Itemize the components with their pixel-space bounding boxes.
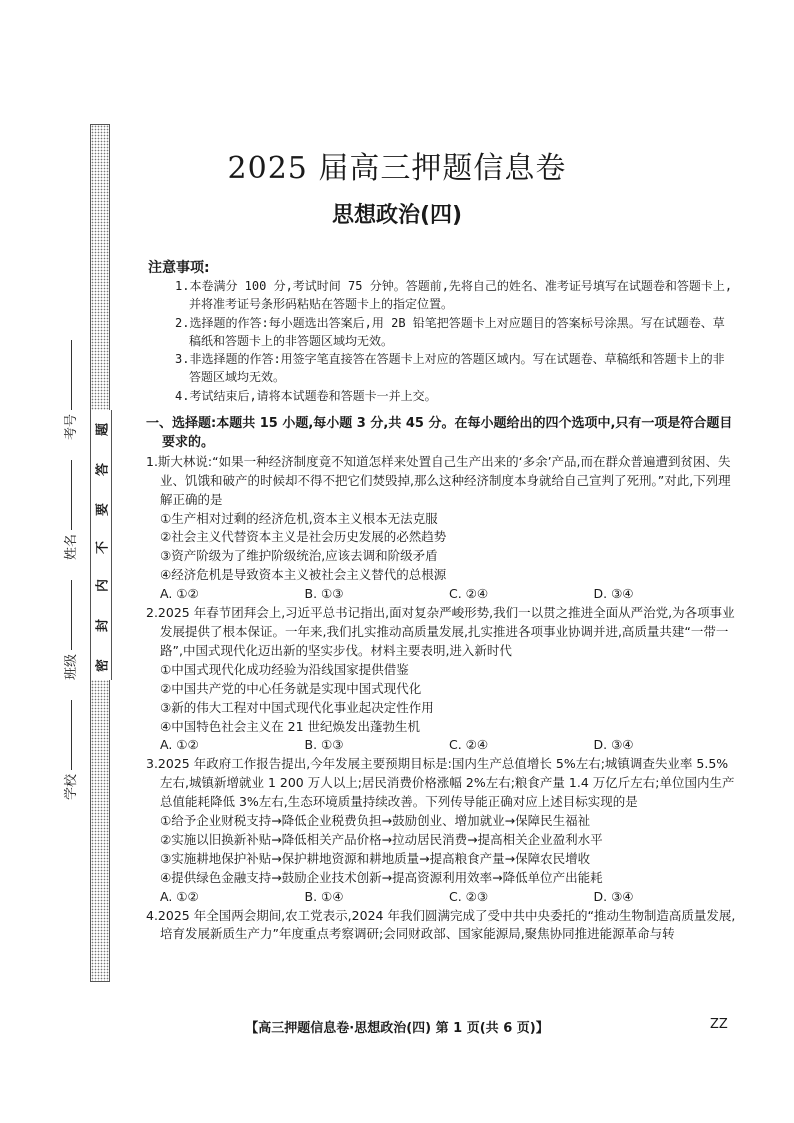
page-footer: 【高三押题信息卷·思想政治(四) 第 1 页(共 6 页)】	[245, 1021, 549, 1036]
notice-list	[175, 277, 735, 405]
answer-choices	[146, 585, 738, 604]
question-stem: 2.2025 年春节团拜会上,习近平总书记指出,面对复杂严峻形势,我们一以贯之推进全面从严治党,为各项事业发展提供了根本保证。一年来,我们扎实推动高质量发展,扎实推进各项事业协调并进,高质量共建“一带一路”,中国式现代化迈出新的坚实步伐。材料主要表明,进入新时代	[146, 605, 735, 658]
notice-item: 2.选择题的作答:每小题选出答案后,用 2B 铅笔把答题卡上对应题目的答案标号涂黑。写在试题卷、草稿纸和答题卡上的非答题区域均无效。	[175, 315, 725, 348]
seal-char: 内	[95, 579, 111, 593]
seal-char: 封	[95, 619, 111, 633]
section-heading: 一、选择题:本题共 15 小题,每小题 3 分,共 45 分。在每小题给出的四个选项中,只有一项是符合题目要求的。	[146, 416, 733, 450]
choice-d[interactable]: D. ③④	[593, 586, 634, 602]
choice-a[interactable]: A. ①②	[160, 888, 199, 904]
option-statement: ③新的伟大工程对中国式现代化事业起决定性作用	[160, 699, 434, 715]
option-statement: ④中国特色社会主义在 21 世纪焕发出蓬勃生机	[160, 718, 421, 734]
question-3	[146, 755, 738, 906]
choice-b[interactable]: B. ①③	[304, 586, 344, 602]
answer-choices	[146, 736, 738, 755]
question-stem: 1.斯大林说:“如果一种经济制度竟不知道怎样来处置自己生产出来的‘多余’产品,而在群众普遍遭到贫困、失业、饥饿和破产的时候却不得不把它们焚毁掉,那么这种经济制度本身就给自己宣判了死刑。”对此,下列理解正确的是	[146, 453, 731, 507]
question-4	[146, 907, 738, 945]
answer-choices	[146, 888, 738, 907]
question-section	[146, 415, 738, 944]
choice-d[interactable]: D. ③④	[593, 888, 634, 904]
seal-char: 答	[95, 463, 111, 477]
exam-number-field[interactable]: 考号	[60, 340, 79, 440]
option-statement: ①中国式现代化成功经验为沿线国家提供借鉴	[160, 661, 409, 677]
option-statement: ③资产阶级为了维护阶级统治,应该去调和阶级矛盾	[160, 548, 438, 564]
option-statement: ②社会主义代替资本主义是社会历史发展的必然趋势	[160, 529, 447, 545]
question-2	[146, 604, 738, 755]
question-stem: 3.2025 年政府工作报告提出,今年发展主要预期目标是:国内生产总值增长 5%左右;城镇调查失业率 5.5%左右,城镇新增就业 1 200 万人以上;居民消费价格涨幅 2%左右;粮食产量 1.4 万亿斤左右;单位国内生产总值能耗降低 3%左右,生态环境质量持续改善。下列传导能正确对应上述目标实现的是	[146, 756, 735, 810]
choice-d[interactable]: D. ③④	[593, 737, 634, 753]
notice-item: 1.本卷满分 100 分,考试时间 75 分钟。答题前,先将自己的姓名、准考证号填写在试题卷和答题卡上,并将准考证号条形码粘贴在答题卡上的指定位置。	[175, 279, 733, 312]
choice-c[interactable]: C. ②④	[449, 586, 489, 602]
seal-char: 题	[95, 423, 111, 437]
notice-item: 4.考试结束后,请将本试题卷和答题卡一并上交。	[175, 388, 437, 403]
exam-title: 2025 届高三押题信息卷	[227, 151, 567, 186]
seal-line	[90, 410, 112, 680]
question-1	[146, 453, 738, 604]
option-statement: ①生产相对过剩的经济危机,资本主义根本无法克服	[160, 510, 438, 526]
choice-c[interactable]: C. ②③	[449, 888, 489, 904]
notice-heading: 注意事项:	[148, 260, 210, 276]
class-field[interactable]: 班级	[60, 580, 79, 680]
seal-char: 不	[95, 541, 111, 555]
exam-subtitle: 思想政治(四)	[331, 203, 463, 228]
question-stem: 4.2025 年全国两会期间,农工党表示,2024 年我们圆满完成了受中共中央委托的“推动生物制造高质量发展,培育发展新质生产力”年度重点考察调研;会同财政部、国家能源局,聚焦协同推进能源革命与转	[146, 907, 736, 942]
option-statement: ④经济危机是导致资本主义被社会主义替代的总根源	[160, 567, 447, 583]
seal-char: 密	[95, 659, 111, 673]
choice-b[interactable]: B. ①④	[304, 888, 344, 904]
name-field[interactable]: 姓名	[60, 460, 79, 560]
choice-b[interactable]: B. ①③	[304, 737, 344, 753]
option-statement: ③实施耕地保护补贴→保护耕地资源和耕地质量→提高粮食产量→保障农民增收	[160, 850, 591, 866]
choice-a[interactable]: A. ①②	[160, 586, 199, 602]
option-statement: ②中国共产党的中心任务就是实现中国式现代化	[160, 680, 422, 696]
subject-code: ZZ	[710, 1017, 728, 1032]
choice-a[interactable]: A. ①②	[160, 737, 199, 753]
school-field[interactable]: 学校	[60, 700, 79, 800]
option-statement: ④提供绿色金融支持→鼓励企业技术创新→提高资源利用效率→降低单位产出能耗	[160, 869, 603, 885]
choice-c[interactable]: C. ②④	[449, 737, 489, 753]
option-statement: ②实施以旧换新补贴→降低相关产品价格→拉动居民消费→提高相关企业盈利水平	[160, 831, 603, 847]
seal-char: 要	[95, 503, 111, 517]
notice-item: 3.非选择题的作答:用签字笔直接答在答题卡上对应的答题区域内。写在试题卷、草稿纸和答题卡上的非答题区域均无效。	[175, 352, 725, 385]
option-statement: ①给予企业财税支持→降低企业税费负担→鼓励创业、增加就业→保障民生福祉	[160, 813, 591, 829]
